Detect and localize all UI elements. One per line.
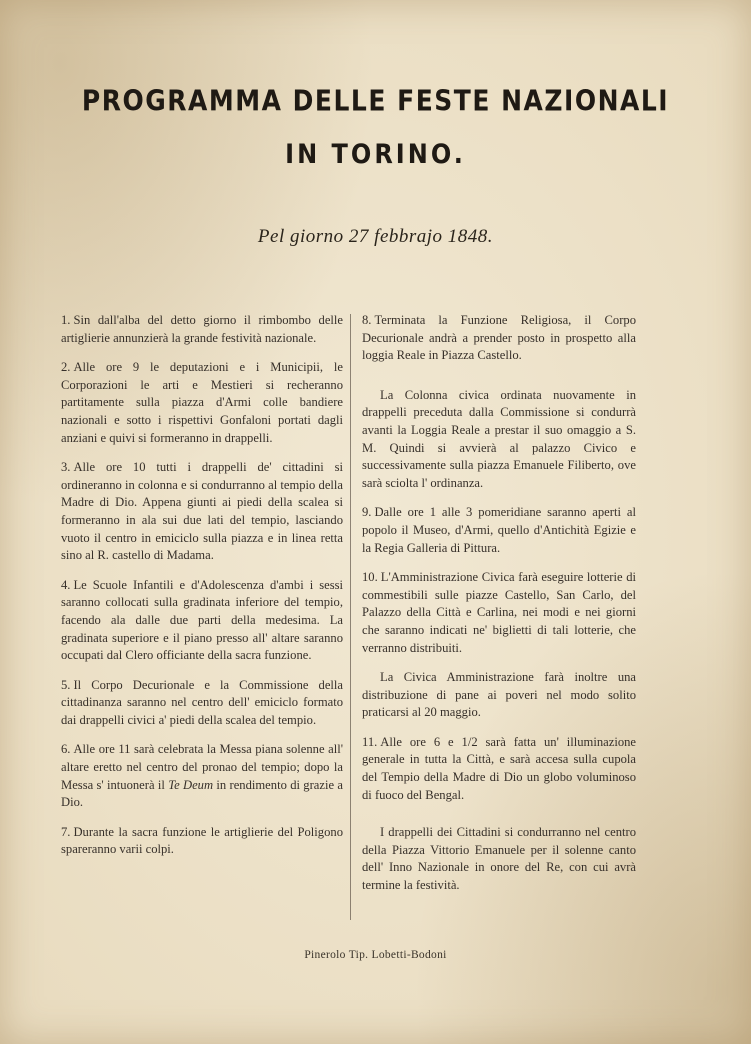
right-column (362, 312, 636, 907)
program-item: 4. Le Scuole Infantili e d'Adolescenza d'ambi i sessi saranno collocati sulla gradinata inferiore del tempio, facendo ala dalle due parti della medesima. La gradinata superiore e il piano presso all' altare saranno occupati dal Clero officiante della sacra funzione. (61, 577, 343, 663)
program-item: 11. Alle ore 6 e 1/2 sarà fatta un' illuminazione generale in tutta la Città, e sarà accesa sulla cupola del Tempio della Madre di Dio un globo voluminoso di fuoco del Bengal. (362, 734, 636, 802)
program-item: 8. Terminata la Funzione Religiosa, il Corpo Decurionale andrà a prender posto in prospetto alla loggia Reale in Piazza Castello. (362, 313, 636, 363)
program-paragraph: I drappelli dei Cittadini si condurranno nel centro della Piazza Vittorio Emanuele per il solenne canto dell' Inno Nazionale in onore del Re, con cui avrà termine la festività. (362, 825, 636, 893)
program-item: 1. Sin dall'alba del detto giorno il rimbombo delle artiglierie annunzierà la grande festività nazionale. (61, 313, 343, 345)
program-item: 6. Alle ore 11 sarà celebrata la Messa piana solenne all' altare eretto nel centro del pronao del tempio; dopo la Messa s' intuonerà il Te Deum in rendimento di grazie a Dio. (61, 742, 343, 810)
left-column (61, 312, 343, 871)
program-item: 9. Dalle ore 1 alle 3 pomeridiane saranno aperti al popolo il Museo, d'Armi, quello d'Antichità Egizie e la Regia Galleria di Pittura. (362, 505, 636, 555)
program-item: 5. Il Corpo Decurionale e la Commissione della cittadinanza saranno nel centro dell' emiciclo formato dai drappelli civici a' piedi della scalea del tempio. (61, 677, 343, 727)
column-divider (350, 314, 351, 920)
printer-imprint: Pinerolo Tip. Lobetti-Bodoni (304, 949, 447, 961)
document-subtitle: IN TORINO. (285, 138, 466, 170)
program-item: 2. Alle ore 9 le deputazioni e i Municipii, le Corporazioni le arti e Mestieri si recheranno partitamente sulla piazza d'Armi colle bandiere nazionali e sotto i rispettivi Gonfaloni portati dagli anziani e quivi si formeranno in drappelli. (61, 360, 343, 445)
date-line: Pel giorno 27 febbrajo 1848. (257, 226, 494, 247)
program-paragraph: La Colonna civica ordinata nuovamente in drappelli preceduta dalla Commissione si condurrà avanti la Loggia Reale a prestar il suo omaggio a S. M. Quindi si avvierà al palazzo Civico e successivamente sulla piazza Emanuele Filiberto, ove sarà sciolta l' ordinanza. (362, 387, 636, 490)
document-title: PROGRAMMA DELLE FESTE NAZIONALI (81, 83, 670, 118)
program-paragraph: La Civica Amministrazione farà inoltre una distribuzione di pane ai poveri nel modo solito praticarsi al 20 maggio. (362, 670, 636, 720)
program-item: 3. Alle ore 10 tutti i drappelli de' cittadini si ordineranno in colonna e si condurranno al tempio della Madre di Dio. Appena giunti ai piedi della scalea si formeranno in ala sui due lati del tempio, lasciando vuoto il centro in emiciclo sulla piazza e in linea retta sino al R. castello di Madama. (61, 460, 343, 563)
program-item: 10. L'Amministrazione Civica farà eseguire lotterie di commestibili sulle piazze Castello, San Carlo, del Palazzo della Città e Carlina, nei modi e nei giorni che saranno indicati ne' biglietti di tali lotterie, che verranno distribuiti. (362, 570, 636, 655)
te-deum-text: Te Deum (168, 777, 214, 792)
program-item: 7. Durante la sacra funzione le artiglierie del Poligono spareranno varii colpi. (61, 824, 343, 857)
